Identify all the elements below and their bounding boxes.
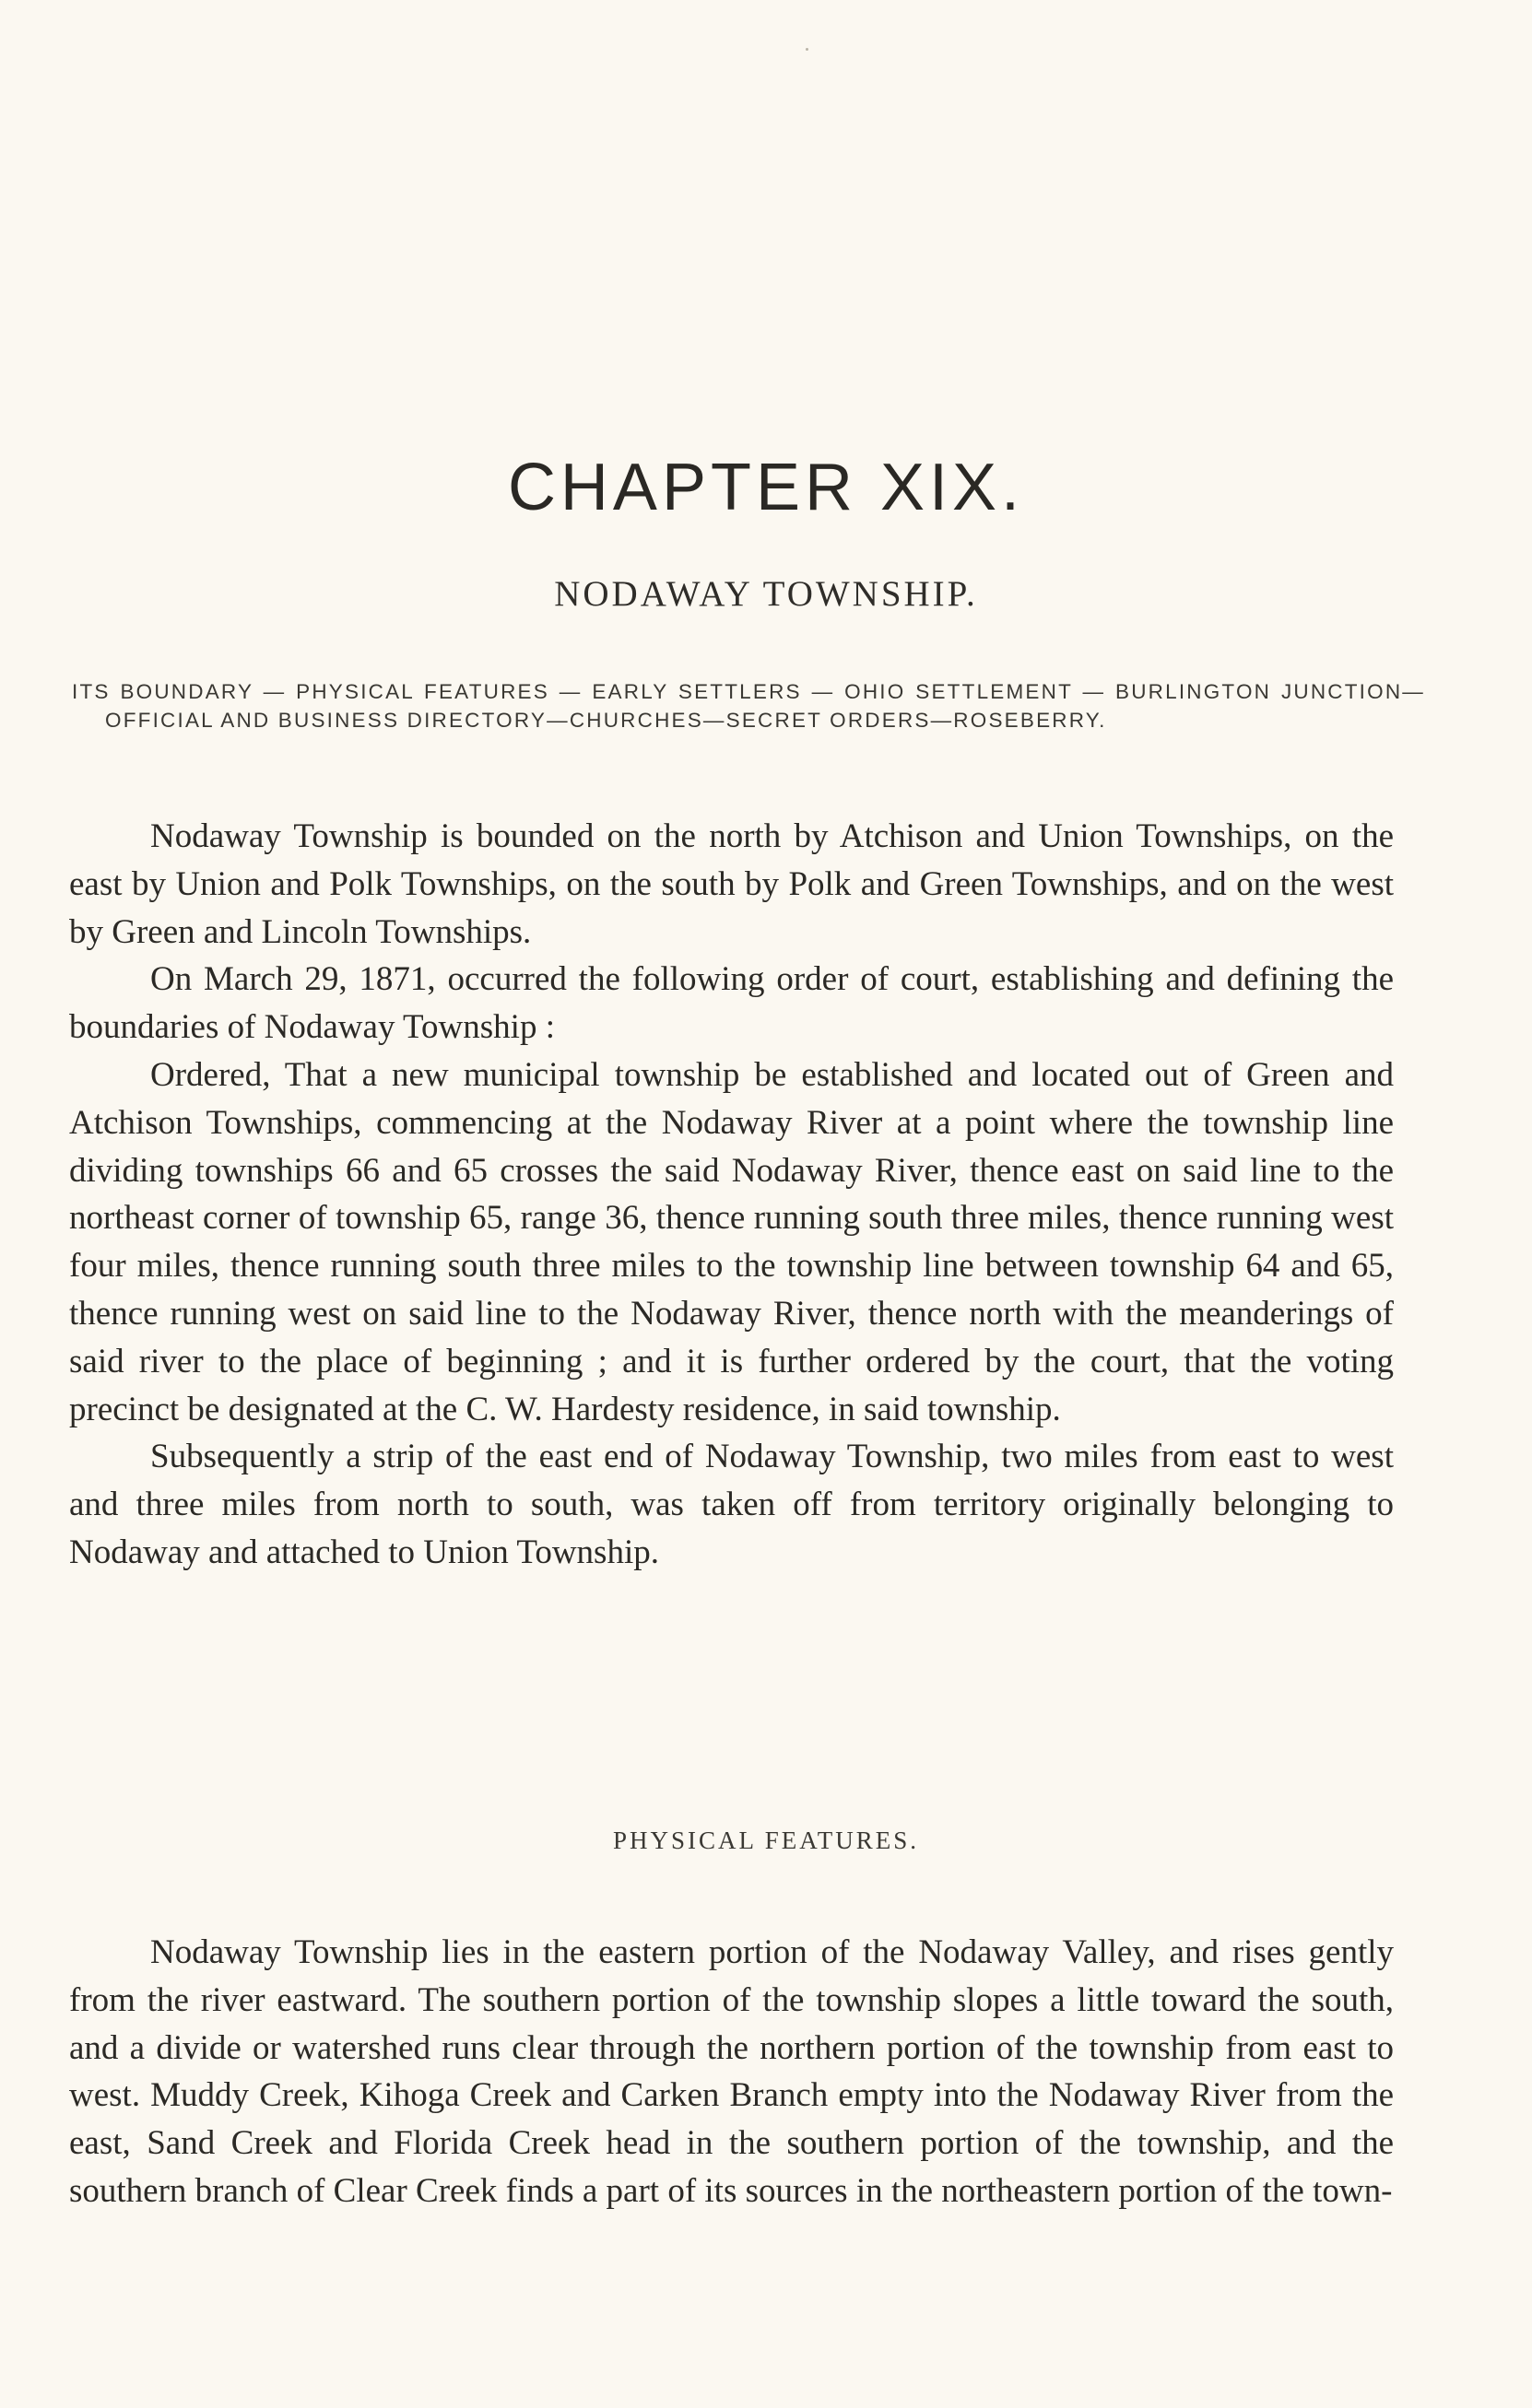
chapter-title: CHAPTER XIX. <box>507 451 1025 524</box>
paragraph-strip-transfer: Subsequently a strip of the east end of Nodaway Township, two miles from east to west and three miles from north to south, was taken off from territory originally belonging to Nodaway and attached to Union Township. <box>69 1438 1394 1571</box>
chapter-synopsis: ITS BOUNDARY — PHYSICAL FEATURES — EARLY SETTLERS — OHIO SETTLEMENT — BURLINGTON JUNCTION—OFFICIAL AND BUSINESS DIRECTORY—CHURCHES—SECRET ORDERS—ROSEBERRY. <box>72 680 1425 732</box>
paragraph-court-order: Ordered, That a new municipal township be established and located out of Green and Atchison Townships, commencing at the Nodaway River at a point where the township line dividing townships 66 and 65 crosses the said Nodaway River, thence east on said line to the northeast corner of township 65, range 36, thence running south three miles, thence running west four miles, thence running south three miles to the township line between township 64 and 65, thence running west on said line to the Nodaway River, thence north with the meanderings of said river to the place of beginning ; and it is further ordered by the court, that the voting precinct be designated at the C. W. Hardesty residence, in said township. <box>69 1055 1394 1428</box>
physical-features-text <box>69 1929 1394 2215</box>
paragraph-boundaries: Nodaway Township is bounded on the north by Atchison and Union Townships, on the east by Union and Polk Townships, on the south by Polk and Green Townships, and on the west by Green and Lincoln Townships. <box>69 817 1394 951</box>
paragraph-court-order-date: On March 29, 1871, occurred the following order of court, establishing and defining the boundaries of Nodaway Township : <box>69 960 1394 1047</box>
paragraph-physical-features: Nodaway Township lies in the eastern portion of the Nodaway Valley, and rises gently from the river eastward. The southern portion of the township slopes a little toward the south, and a divide or watershed runs clear through the northern portion of the township from east to west. Muddy Creek, Kihoga Creek and Carken Branch empty into the Nodaway River from the east, Sand Creek and Florida Creek head in the southern portion of the township, and the southern branch of Clear Creek finds a part of its sources in the northeastern portion of the town- <box>69 1933 1394 2210</box>
chapter-subtitle: NODAWAY TOWNSHIP. <box>554 574 978 614</box>
section-heading-physical-features: PHYSICAL FEATURES. <box>612 1827 920 1854</box>
page-speck <box>806 48 808 51</box>
intro-text <box>69 813 1394 1577</box>
